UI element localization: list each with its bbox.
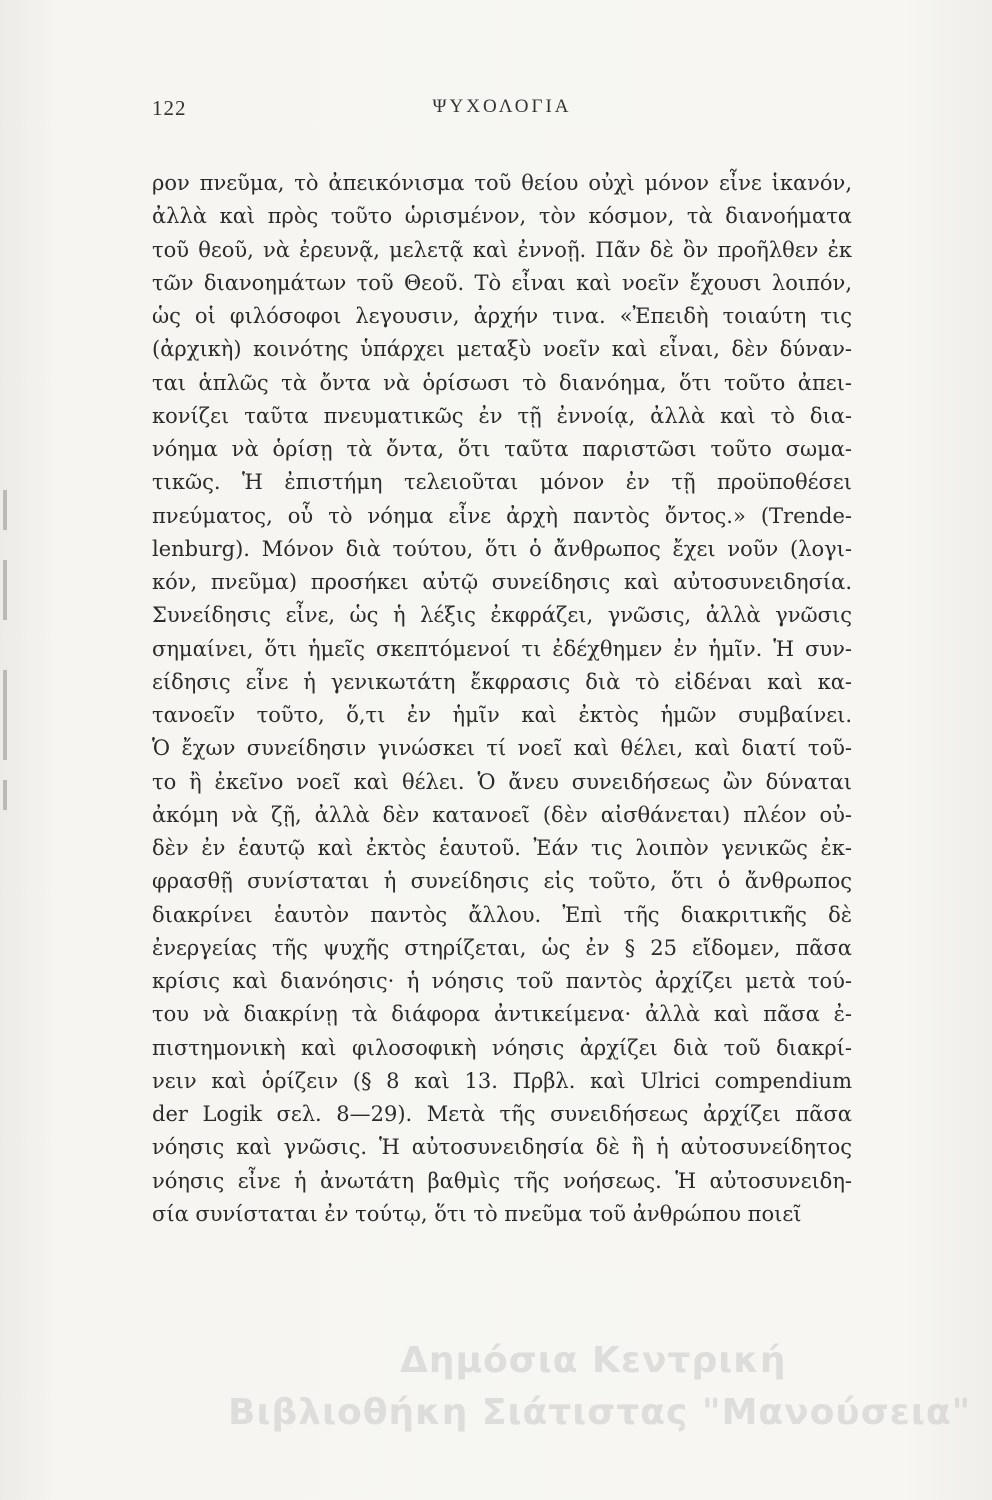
text-line: ται ἁπλῶς τὰ ὄντα νὰ ὁρίσωσι τὸ διανόημα, ὅτι τοῦτο ἀπει- [152, 370, 852, 395]
body-text [152, 167, 852, 1231]
text-line: νόημα νὰ ὁρίσῃ τὰ ὄντα, ὅτι ταῦτα παριστῶσι τοῦτο σωμα- [152, 437, 852, 461]
text-line: τῶν διανοημάτων τοῦ Θεοῦ. Τὸ εἶναι καὶ νοεῖν ἔχουσι λοιπόν, [152, 270, 852, 295]
text-line: ἐνεργείας τῆς ψυχῆς στηρίζεται, ὡς ἐν § 25 εἴδομεν, πᾶσα [152, 935, 852, 960]
text-line: κρίσις καὶ διανόησις· ἡ νόησις τοῦ παντὸς ἀρχίζει μετὰ τού- [152, 969, 852, 993]
binding-edge-marks [0, 470, 14, 830]
text-line: lenburg). Μόνον διὰ τούτου, ὅτι ὁ ἄνθρωπος ἔχει νοῦν (λογι- [152, 536, 852, 561]
text-line: ὡς οἱ φιλόσοφοι λεγουσιν, ἀρχήν τινα. «Ἐπειδὴ τοιαύτη τις [152, 304, 852, 328]
text-line: πνεύματος, οὗ τὸ νόημα εἶνε ἀρχὴ παντὸς ὄντος.» (Trende- [152, 503, 852, 528]
text-line: σημαίνει, ὅτι ἡμεῖς σκεπτόμενοί τι ἐδέχθημεν ἐν ἡμῖν. Ἡ συν- [152, 636, 852, 661]
binding-mark [3, 490, 7, 530]
text-line: του νὰ διακρίνῃ τὰ διάφορα ἀντικείμενα· ἀλλὰ καὶ πᾶσα ἐ- [152, 1002, 852, 1027]
text-line: Ὁ ἔχων συνείδησιν γινώσκει τί νοεῖ καὶ θέλει, καὶ διατί τοῦ- [152, 736, 852, 761]
binding-mark [3, 780, 7, 810]
binding-mark [3, 560, 7, 620]
text-line: νειν καὶ ὁρίζειν (§ 8 καὶ 13. Πρβλ. καὶ Ulrici compendium [152, 1068, 852, 1093]
text-line: ρον πνεῦμα, τὸ ἀπεικόνισμα τοῦ θείου οὐχὶ μόνον εἶνε ἱκανόν, [152, 171, 852, 195]
text-line: είδησις εἶνε ἡ γενικωτάτη ἔκφρασις διὰ τὸ εἰδέναι καὶ κα- [152, 669, 852, 694]
text-line: πιστημονικὴ καὶ φιλοσοφικὴ νόησις ἀρχίζει διὰ τοῦ διακρί- [152, 1035, 852, 1060]
running-head-title: ΨΥΧΟΛΟΓΙΑ [432, 96, 572, 117]
watermark-line-2: Βιβλιοθήκη Σιάτιστας "Μανούσεια" [228, 1392, 972, 1433]
text-line: ἀκόμη νὰ ζῇ, ἀλλὰ δὲν κατανοεῖ (δὲν αἰσθάνεται) πλέον οὐ- [152, 802, 852, 827]
text-line: διακρίνει ἑαυτὸν παντὸς ἄλλου. Ἐπὶ τῆς διακριτικῆς δὲ [152, 902, 852, 927]
text-line: δὲν ἐν ἑαυτῷ καὶ ἐκτὸς ἑαυτοῦ. Ἐάν τις λοιπὸν γενικῶς ἐκ- [152, 836, 852, 860]
text-line: τανοεῖν τοῦτο, ὅ,τι ἐν ἡμῖν καὶ ἐκτὸς ἡμῶν συμβαίνει. [152, 703, 852, 727]
text-line: νόησις καὶ γνῶσις. Ἡ αὐτοσυνειδησία δὲ ἢ ἡ αὐτοσυνείδητος [152, 1135, 852, 1160]
text-line: νόησις εἶνε ἡ ἀνωτάτη βαθμὶς τῆς νοήσεως. Ἡ αὐτοσυνειδη- [152, 1168, 852, 1193]
text-line: κονίζει ταῦτα πνευματικῶς ἐν τῇ ἐννοίᾳ, ἀλλὰ καὶ τὸ δια- [152, 403, 852, 428]
watermark-line-1: Δημόσια Κεντρική [400, 1340, 787, 1381]
text-line: (ἀρχικὴ) κοινότης ὑπάρχει μεταξὺ νοεῖν καὶ εἶναι, δὲν δύναν- [152, 337, 852, 362]
binding-mark [3, 670, 7, 760]
text-line: φρασθῇ συνίσταται ἡ συνείδησις εἰς τοῦτο, ὅτι ὁ ἄνθρωπος [152, 869, 852, 894]
text-line: κόν, πνεῦμα) προσήκει αὐτῷ συνείδησις καὶ αὐτοσυνειδησία. [152, 570, 852, 594]
text-line: σία συνίσταται ἐν τούτῳ, ὅτι τὸ πνεῦμα τοῦ ἀνθρώπου ποιεῖ [152, 1201, 802, 1226]
text-line: το ἢ ἐκεῖνο νοεῖ καὶ θέλει. Ὁ ἄνευ συνειδήσεως ὢν δύναται [152, 769, 852, 794]
page-number: 122 [152, 96, 187, 120]
text-line: Συνείδησις εἶνε, ὡς ἡ λέξις ἐκφράζει, γνῶσις, ἀλλὰ γνῶσις [152, 603, 852, 628]
page-header [152, 96, 852, 136]
text-line: τικῶς. Ἡ ἐπιστήμη τελειοῦται μόνον ἐν τῇ προϋποθέσει [152, 470, 852, 495]
text-line: der Logik σελ. 8—29). Μετὰ τῆς συνειδήσεως ἀρχίζει πᾶσα [152, 1102, 852, 1126]
text-line: ἀλλὰ καὶ πρὸς τοῦτο ὡρισμένον, τὸν κόσμον, τὰ διανοήματα [152, 204, 852, 229]
text-line: τοῦ θεοῦ, νὰ ἐρευνᾷ, μελετᾷ καὶ ἐννοῇ. Πᾶν δὲ ὂν προῆλθεν ἐκ [152, 237, 852, 262]
